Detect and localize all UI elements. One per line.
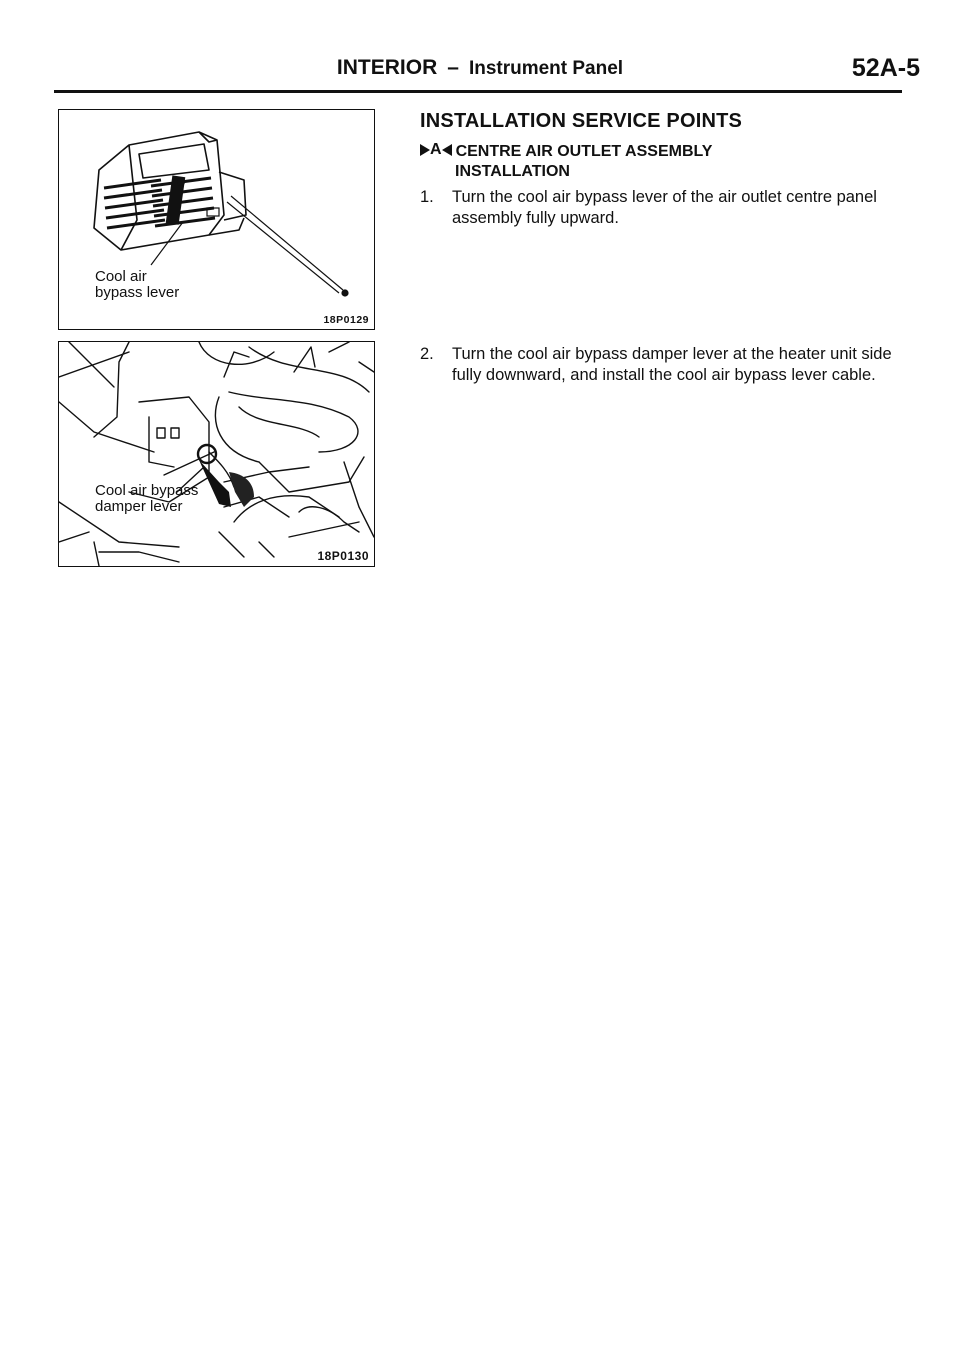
subsection-title-line1: CENTRE AIR OUTLET ASSEMBLY (455, 143, 713, 160)
label-cool-air-bypass-lever: Cool air bypass lever (95, 268, 180, 301)
header-separator: – (447, 56, 459, 79)
step-number: 2. (420, 345, 434, 363)
section-name: INTERIOR (336, 56, 438, 79)
label-cool-air-bypass-damper-lever: Cool air bypass damper lever (95, 482, 199, 515)
header-title (0, 56, 960, 80)
installation-marker (420, 140, 452, 160)
marker-letter: A (430, 141, 442, 158)
figure-air-outlet (58, 109, 375, 330)
subsection-title-line2: INSTALLATION (455, 163, 570, 180)
damper-lever-illustration (59, 342, 374, 566)
step-item (420, 187, 910, 229)
triangle-left-icon (442, 144, 452, 156)
figure-code: 18P0130 (317, 549, 369, 563)
page-header (0, 56, 960, 88)
header-rule (54, 90, 902, 93)
step-text: Turn the cool air bypass lever of the air outlet centre panel assembly fully upward. (452, 188, 877, 227)
step-text: Turn the cool air bypass damper lever at the heater unit side fully downward, and install the cool air bypass lever cable. (452, 345, 892, 384)
figure-code: 18P0129 (323, 314, 369, 326)
triangle-right-icon (420, 144, 430, 156)
page-number: 52A-5 (851, 54, 920, 82)
step-item (420, 344, 910, 386)
step-number: 1. (420, 188, 434, 206)
figure-damper-lever (58, 341, 375, 567)
section-title: INSTALLATION SERVICE POINTS (420, 110, 743, 132)
subsection-heading (420, 140, 712, 182)
section-subtitle: Instrument Panel (468, 58, 624, 79)
